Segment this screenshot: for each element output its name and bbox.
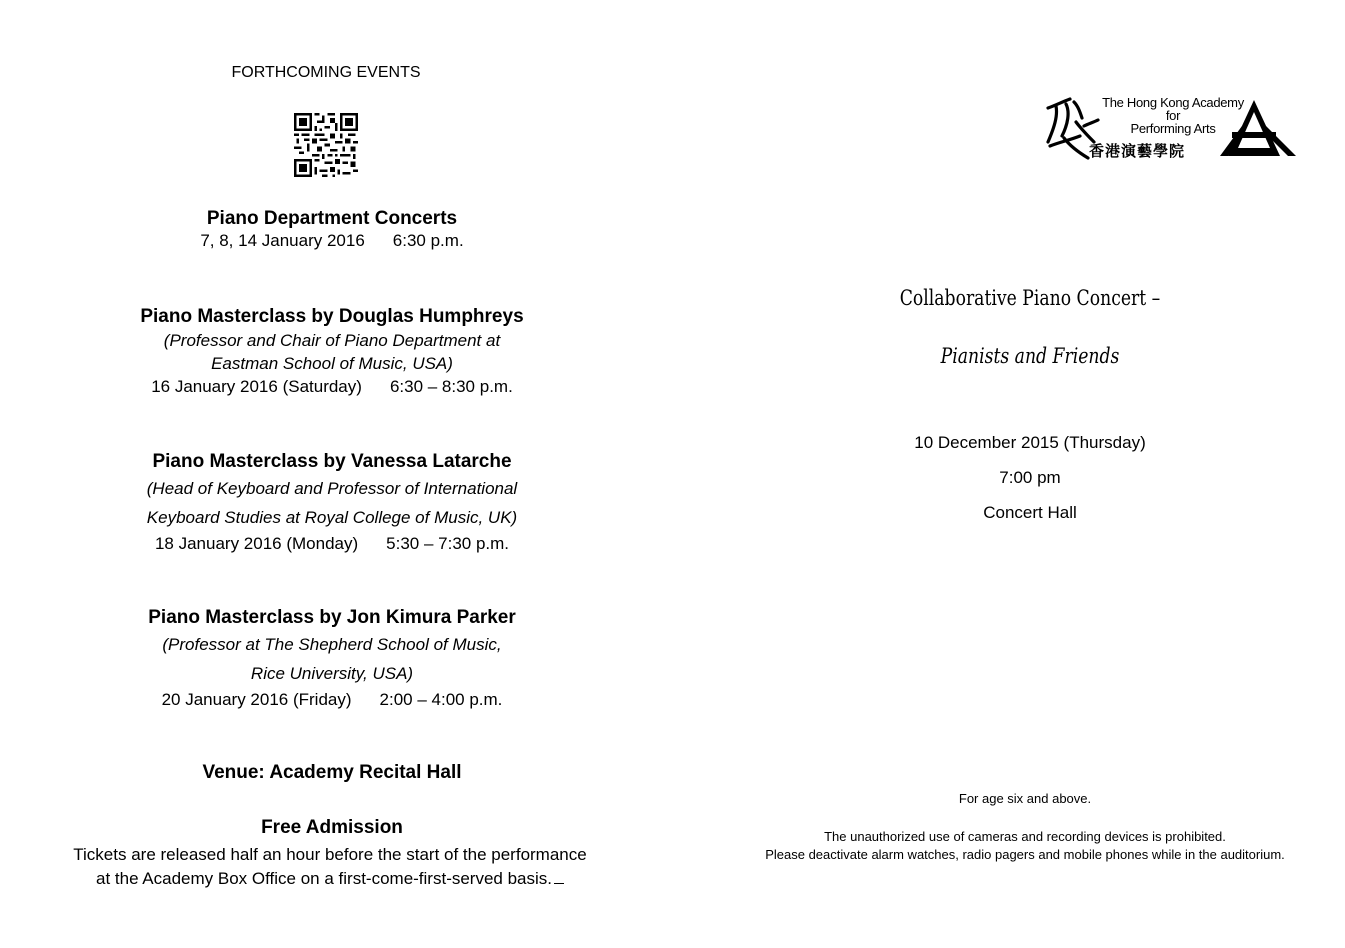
forthcoming-events-heading: FORTHCOMING EVENTS [231, 64, 421, 81]
underline-mark [554, 869, 564, 884]
devices-notice: Please deactivate alarm watches, radio pagers and mobile phones while in the auditorium. [765, 847, 1285, 862]
event-datetime [0, 532, 664, 555]
event-title: Piano Masterclass by Douglas Humphreys [140, 306, 524, 327]
concert-time: 7:00 pm [999, 468, 1061, 487]
event-time: 6:30 – 8:30 p.m. [389, 377, 513, 396]
event-description: (Professor at The Shepherd School of Music, [162, 635, 502, 654]
tickets-notice-line: at the Academy Box Office on a first-come-first-served basis. [0, 867, 660, 891]
event-description: Rice University, USA) [250, 664, 414, 683]
event-datetime [0, 375, 664, 399]
event-description: (Professor and Chair of Piano Department at [163, 331, 501, 350]
event-time: 6:30 p.m. [392, 231, 464, 250]
concert-subtitle: Pianists and Friends [940, 344, 1120, 368]
event-masterclass-parker [0, 606, 664, 711]
event-time: 2:00 – 4:00 p.m. [379, 690, 503, 709]
free-admission-label: Free Admission [261, 817, 403, 838]
event-title: Piano Masterclass by Vanessa Latarche [152, 451, 512, 472]
event-date: 7, 8, 14 January 2016 [200, 231, 365, 250]
age-notice: For age six and above. [958, 791, 1092, 806]
forthcoming-events-panel [0, 0, 664, 948]
qr-code-icon [294, 113, 358, 177]
event-time: 5:30 – 7:30 p.m. [386, 534, 510, 553]
event-date: 18 January 2016 (Monday) [154, 534, 359, 553]
event-description: (Head of Keyboard and Professor of International [146, 479, 518, 498]
venue-label: Venue: Academy Recital Hall [202, 762, 462, 783]
event-datetime [0, 231, 664, 251]
event-title: Piano Department Concerts [206, 208, 458, 229]
event-date: 16 January 2016 (Saturday) [151, 377, 362, 396]
concert-date: 10 December 2015 (Thursday) [914, 433, 1146, 452]
tickets-notice [0, 843, 660, 891]
recording-notice: The unauthorized use of cameras and recording devices is prohibited. [824, 829, 1226, 844]
event-masterclass-latarche [0, 450, 664, 555]
event-date: 20 January 2016 (Friday) [161, 690, 352, 709]
event-title: Piano Masterclass by Jon Kimura Parker [148, 607, 516, 628]
concert-title: Collaborative Piano Concert – [899, 286, 1161, 310]
event-datetime [0, 688, 664, 711]
event-masterclass-humphreys [0, 305, 664, 399]
logo-chinese-name: 香港演藝學院 [1089, 143, 1186, 160]
tickets-notice-line: Tickets are released half an hour before the start of the performance [73, 845, 587, 864]
event-description: Keyboard Studies at Royal College of Music, UK) [146, 508, 518, 527]
event-piano-department-concerts [0, 207, 664, 251]
concert-venue: Concert Hall [983, 503, 1077, 522]
logo-english-name: The Hong Kong Academy for Performing Arts [1102, 95, 1244, 136]
event-description: Eastman School of Music, USA) [211, 354, 453, 373]
